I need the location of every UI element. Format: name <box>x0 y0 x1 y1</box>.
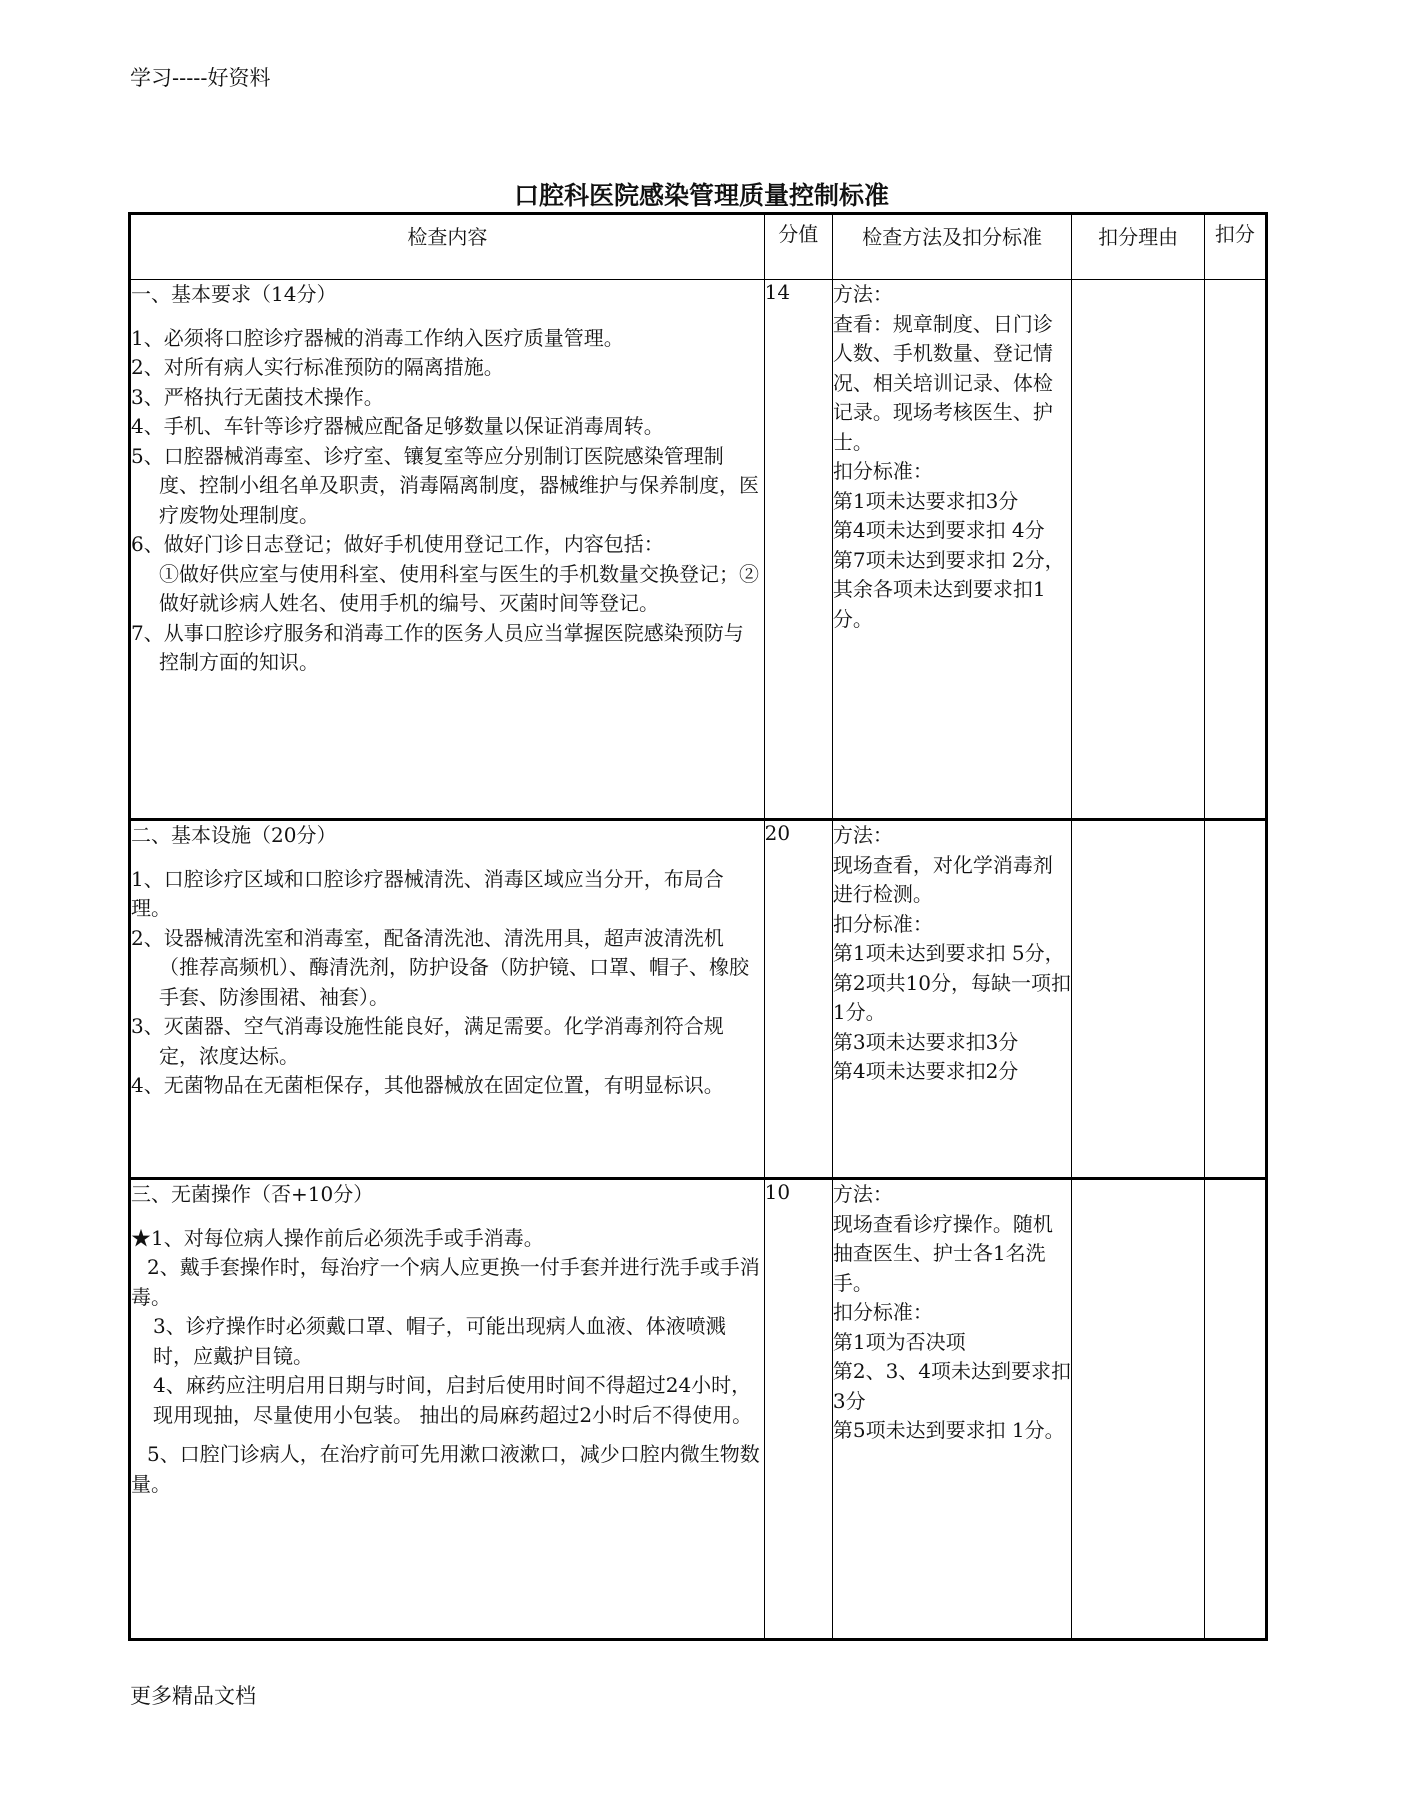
method-line: 第2、3、4项未达到要求扣3分 <box>832 1359 1072 1413</box>
deduct-cell <box>1204 820 1266 1179</box>
method-line: 第1项未达要求扣3分 <box>832 488 1019 513</box>
list-item: 5、口腔门诊病人，在治疗前可先用漱口液漱口，减少口腔内微生物数量。 <box>131 1442 760 1496</box>
header-reason: 扣分理由 <box>1072 214 1204 280</box>
reason-cell <box>1072 820 1204 1179</box>
header-score: 分值 <box>764 214 832 280</box>
method-line: 第1项未达到要求扣 5分， <box>832 941 1065 965</box>
table-row <box>130 1179 1267 1640</box>
method-line: 方法： <box>832 823 893 847</box>
list-item: 2、戴手套操作时，每治疗一个病人应更换一付手套并进行洗手或手消毒。 <box>131 1255 760 1309</box>
method-line: 第4项未达要求扣2分 <box>832 1059 1019 1083</box>
list-item: 7、从事口腔诊疗服务和消毒工作的医务人员应当掌握医院感染预防与控制方面的知识。 <box>131 620 744 674</box>
reason-cell <box>1072 280 1204 820</box>
list-item: 4、手机、车针等诊疗器械应配备足够数量以保证消毒周转。 <box>131 414 664 438</box>
reason-cell <box>1072 1179 1204 1640</box>
method-line: 扣分标准： <box>832 459 933 483</box>
standards-table <box>128 212 1268 1641</box>
content-cell <box>130 820 765 1179</box>
list-item: 6、做好门诊日志登记；做好手机使用登记工作，内容包括： <box>131 532 664 556</box>
method-line: 扣分标准： <box>832 911 933 936</box>
list-item: 5、口腔器械消毒室、诊疗室、镶复室等应分别制订医院感染管理制度、控制小组名单及职责，消毒隔离制度，器械维护与保养制度，医疗废物处理制度。 <box>131 443 759 527</box>
method-line: 第4项未达到要求扣 4分 <box>832 518 1045 542</box>
list-item: 1、必须将口腔诊疗器械的消毒工作纳入医疗质量管理。 <box>131 325 624 350</box>
table-row <box>130 820 1267 1179</box>
document-title: 口腔科医院感染管理质量控制标准 <box>513 181 889 210</box>
list-item: 3、严格执行无菌技术操作。 <box>131 384 384 409</box>
list-item: 1、口腔诊疗区域和口腔诊疗器械清洗、消毒区域应当分开，布局合理。 <box>131 866 724 920</box>
method-line: 第3项未达要求扣3分 <box>832 1029 1019 1054</box>
method-line: 查看：规章制度、日门诊人数、手机数量、登记情况、相关培训记录、体检记录。现场考核医生、护士。 <box>832 311 1053 454</box>
list-item: 3、诊疗操作时必须戴口罩、帽子，可能出现病人血液、体液喷溅时，应戴护目镜。 <box>153 1314 726 1368</box>
list-item: 2、对所有病人实行标准预防的隔离措施。 <box>131 355 504 379</box>
content-cell <box>130 280 765 820</box>
table-header-row <box>130 214 1267 280</box>
score-cell: 20 <box>764 820 832 1179</box>
section-title: 二、基本设施（20分） <box>131 823 337 847</box>
method-line: 第2项共10分，每缺一项扣1分。 <box>832 970 1072 1024</box>
list-item: 2、设器械清洗室和消毒室，配备清洗池、清洗用具，超声波清洗机（推荐高频机）、酶清洗剂，防护设备（防护镜、口罩、帽子、橡胶手套、防渗围裙、袖套）。 <box>131 925 749 1009</box>
footer-note: 更多精品文档 <box>130 1684 256 1708</box>
method-cell <box>832 1179 1072 1640</box>
deduct-cell <box>1204 1179 1266 1640</box>
method-cell <box>832 820 1072 1179</box>
score-cell: 14 <box>764 280 832 820</box>
content-cell <box>130 1179 765 1640</box>
method-line: 第7项未达到要求扣 2分， <box>832 547 1065 572</box>
section-title: 三、无菌操作（否+10分） <box>131 1182 374 1206</box>
table-row <box>130 280 1267 820</box>
header-note: 学习-----好资料 <box>130 66 271 90</box>
header-deduct: 扣分 <box>1204 214 1266 280</box>
method-line: 第5项未达到要求扣 1分。 <box>832 1418 1065 1442</box>
list-item: 3、灭菌器、空气消毒设施性能良好，满足需要。化学消毒剂符合规定，浓度达标。 <box>131 1014 724 1068</box>
method-line: 方法： <box>832 282 893 306</box>
header-content: 检查内容 <box>130 214 765 280</box>
deduct-cell <box>1204 280 1266 820</box>
method-line: 其余各项未达到要求扣1分。 <box>832 577 1046 631</box>
method-line: 现场查看诊疗操作。随机抽查医生、护士各1名洗手。 <box>832 1211 1053 1295</box>
method-line: 方法： <box>832 1182 893 1206</box>
score-cell: 10 <box>764 1179 832 1640</box>
section-title: 一、基本要求（14分） <box>131 282 337 306</box>
method-line: 现场查看，对化学消毒剂进行检测。 <box>832 852 1053 906</box>
header-method: 检查方法及扣分标准 <box>832 214 1072 280</box>
list-item: ★1、对每位病人操作前后必须洗手或手消毒。 <box>131 1225 544 1250</box>
method-cell <box>832 280 1072 820</box>
list-item: ①做好供应室与使用科室、使用科室与医生的手机数量交换登记；②做好就诊病人姓名、使用手机的编号、灭菌时间等登记。 <box>159 561 759 615</box>
list-item: 4、无菌物品在无菌柜保存，其他器械放在固定位置，有明显标识。 <box>131 1073 724 1097</box>
method-line: 第1项为否决项 <box>832 1329 966 1354</box>
method-line: 扣分标准： <box>832 1300 933 1324</box>
list-item: 4、麻药应注明启用日期与时间，启封后使用时间不得超过24小时，现用现抽，尽量使用小包装。 抽出的局麻药超过2小时后不得使用。 <box>153 1373 753 1427</box>
